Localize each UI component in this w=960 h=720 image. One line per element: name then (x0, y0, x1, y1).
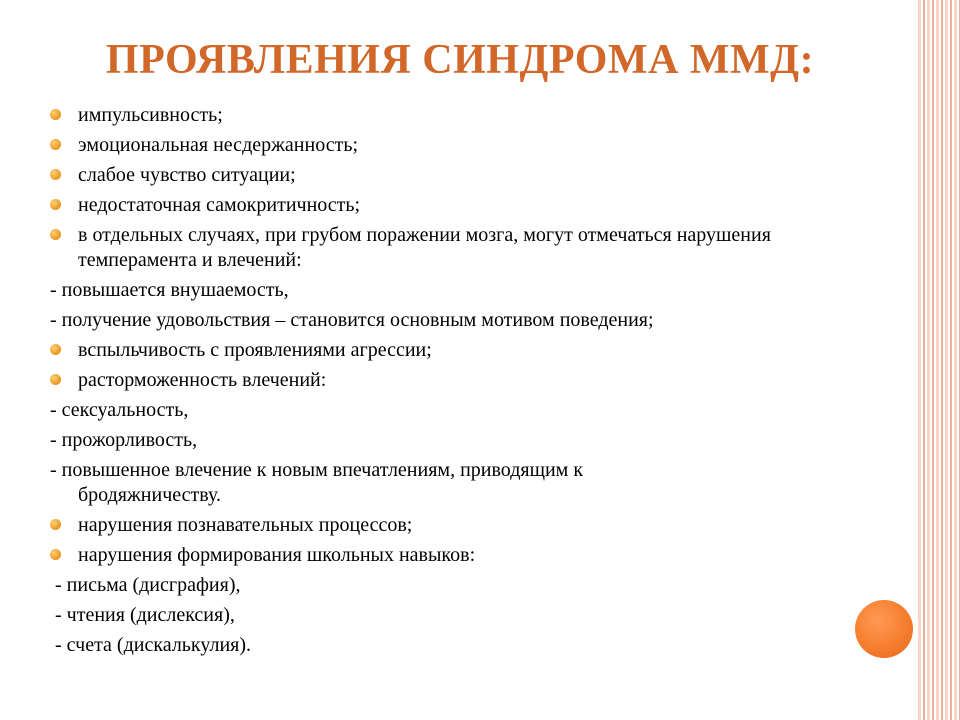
slide-content (50, 103, 870, 663)
item-text: нарушения познавательных процессов; (78, 514, 413, 536)
item-text-continuation: бродяжничеству. (78, 484, 222, 506)
item-text: нарушения формирования школьных навыков: (78, 544, 476, 566)
item-text: - прожорливость, (50, 429, 198, 451)
bullet-icon (50, 139, 61, 150)
decorative-stripes (918, 0, 960, 720)
bullet-icon (50, 199, 61, 210)
bullet-item (50, 338, 870, 363)
bullet-icon (50, 519, 61, 530)
bullet-item (50, 513, 870, 538)
item-text: - сексуальность, (50, 399, 189, 421)
list-item (50, 428, 870, 453)
bullet-item (50, 368, 870, 393)
item-text: - письма (дисграфия), (55, 574, 241, 596)
item-text: эмоциональная несдержанность; (78, 134, 359, 156)
item-text: - получение удовольствия – становится основным мотивом поведения; (50, 309, 654, 331)
item-text: вспыльчивость с проявлениями агрессии; (78, 339, 432, 361)
item-text: недостаточная самокритичность; (78, 194, 361, 216)
bullet-item (50, 193, 870, 218)
decorative-circle (855, 600, 913, 658)
bullet-item (50, 103, 870, 128)
bullet-icon (50, 549, 61, 560)
bullet-icon (50, 344, 61, 355)
bullet-icon (50, 169, 61, 180)
item-text: - чтения (дислексия), (55, 604, 235, 626)
item-text: - повышается внушаемость, (50, 279, 289, 301)
bullet-item (50, 133, 870, 158)
list-item (50, 573, 870, 598)
bullet-icon (50, 374, 61, 385)
bullet-icon (50, 229, 61, 240)
item-text: - повышенное влечение к новым впечатлениям, приводящим к (50, 459, 584, 481)
list-item (50, 278, 870, 303)
item-text: в отдельных случаях, при грубом поражении мозга, могут отмечаться нарушения темперамента и влечений: (78, 224, 771, 271)
list-item (50, 603, 870, 628)
bullet-item (50, 543, 870, 568)
bullet-item (50, 163, 870, 188)
item-text: слабое чувство ситуации; (78, 164, 296, 186)
list-item (50, 308, 870, 333)
list-item (50, 458, 870, 508)
item-text: - счета (дискалькулия). (55, 634, 252, 656)
bullet-item (50, 223, 870, 273)
bullet-icon (50, 109, 61, 120)
slide-title: ПРОЯВЛЕНИЯ СИНДРОМА ММД: (105, 37, 815, 83)
item-text: импульсивность; (78, 104, 223, 126)
list-item (50, 398, 870, 423)
list-item (50, 633, 870, 658)
item-text: расторможенность влечений: (78, 369, 327, 391)
